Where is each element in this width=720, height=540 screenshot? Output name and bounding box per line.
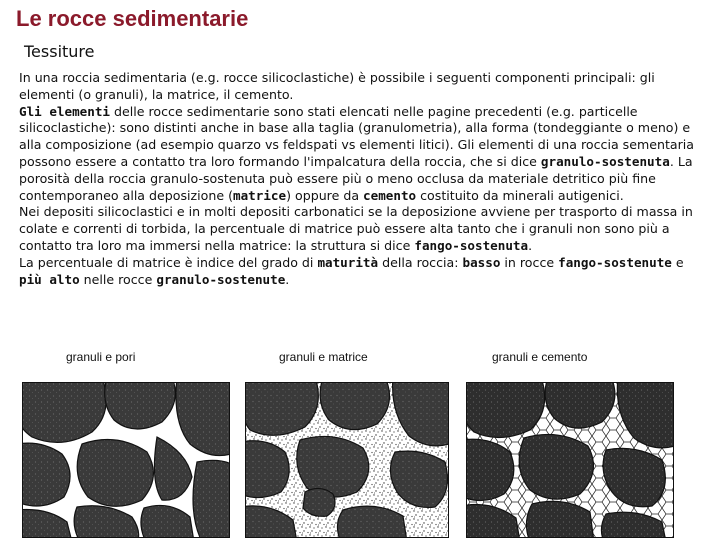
figure-caption: granuli e matrice — [279, 350, 368, 364]
text-run: nelle rocce — [79, 271, 157, 287]
body-text — [19, 70, 709, 288]
grains-pores-illustration — [22, 382, 230, 538]
bold-term: fango-sostenute — [558, 254, 672, 270]
text-run: costituito da minerali autigenici. — [416, 187, 624, 203]
bold-term: maturità — [317, 254, 379, 270]
bold-term: basso — [462, 254, 501, 270]
paragraph-1-text: In una roccia sedimentaria (e.g. rocce silicoclastiche) è possibile i seguenti componenti principali: gli elementi (o granuli), la matrice, il cemento. — [19, 70, 655, 102]
section-subtitle: Tessiture — [24, 42, 95, 61]
page-title: Le rocce sedimentarie — [16, 6, 249, 31]
text-run: in rocce — [500, 254, 559, 270]
text-run: . — [285, 271, 290, 287]
paragraph-maturity — [19, 255, 709, 289]
paragraph-elements — [19, 104, 709, 205]
grains-cement-illustration — [466, 382, 674, 538]
bold-term: fango-sostenuta — [414, 237, 529, 253]
paragraph-mud-supported — [19, 204, 709, 254]
text-run: Nei depositi silicoclastici e in molti depositi carbonatici se la deposizione avviene per trasporto di massa in colate e correnti di torbida, la percentuale di matrice può essere alta tanto che i granuli non sono più a contatto tra loro ma immersi nella matrice: la struttura si dice — [19, 204, 693, 253]
figure-caption: granuli e cemento — [492, 350, 588, 364]
bold-term: più alto — [19, 271, 80, 287]
bold-term: granulo-sostenute — [156, 271, 286, 287]
bold-term: Gli elementi — [19, 103, 110, 119]
text-run: e — [671, 254, 684, 270]
text-run: delle rocce sedimentarie sono stati elencati nelle pagine precedenti (e.g. particelle silicoclastiche): sono distinti anche in base alla taglia (granulometria), alla forma (tondeggiante o meno) e alla composizione (ad esempio quarzo vs feldspati vs elementi litici). Gli elementi di una roccia sementaria possono essere a contatto tra loro formando l'impalcatura della roccia, che si dice — [19, 103, 695, 169]
text-run: La percentuale di matrice è indice del grado di — [19, 254, 318, 270]
text-run: della roccia: — [378, 254, 463, 270]
text-run: . — [528, 237, 533, 253]
paragraph-components — [19, 70, 709, 104]
bold-term: matrice — [233, 187, 287, 203]
bold-term: cemento — [363, 187, 417, 203]
text-run: ) oppure da — [286, 187, 364, 203]
bold-term: granulo-sostenuta — [540, 153, 670, 169]
text-run: . La porosità della roccia granulo-sostenuta può essere più o meno occlusa da materiale detritico più fine contemporaneo alla deposizione ( — [19, 153, 693, 203]
figure-caption: granuli e pori — [66, 350, 136, 364]
grains-matrix-illustration — [245, 382, 449, 538]
